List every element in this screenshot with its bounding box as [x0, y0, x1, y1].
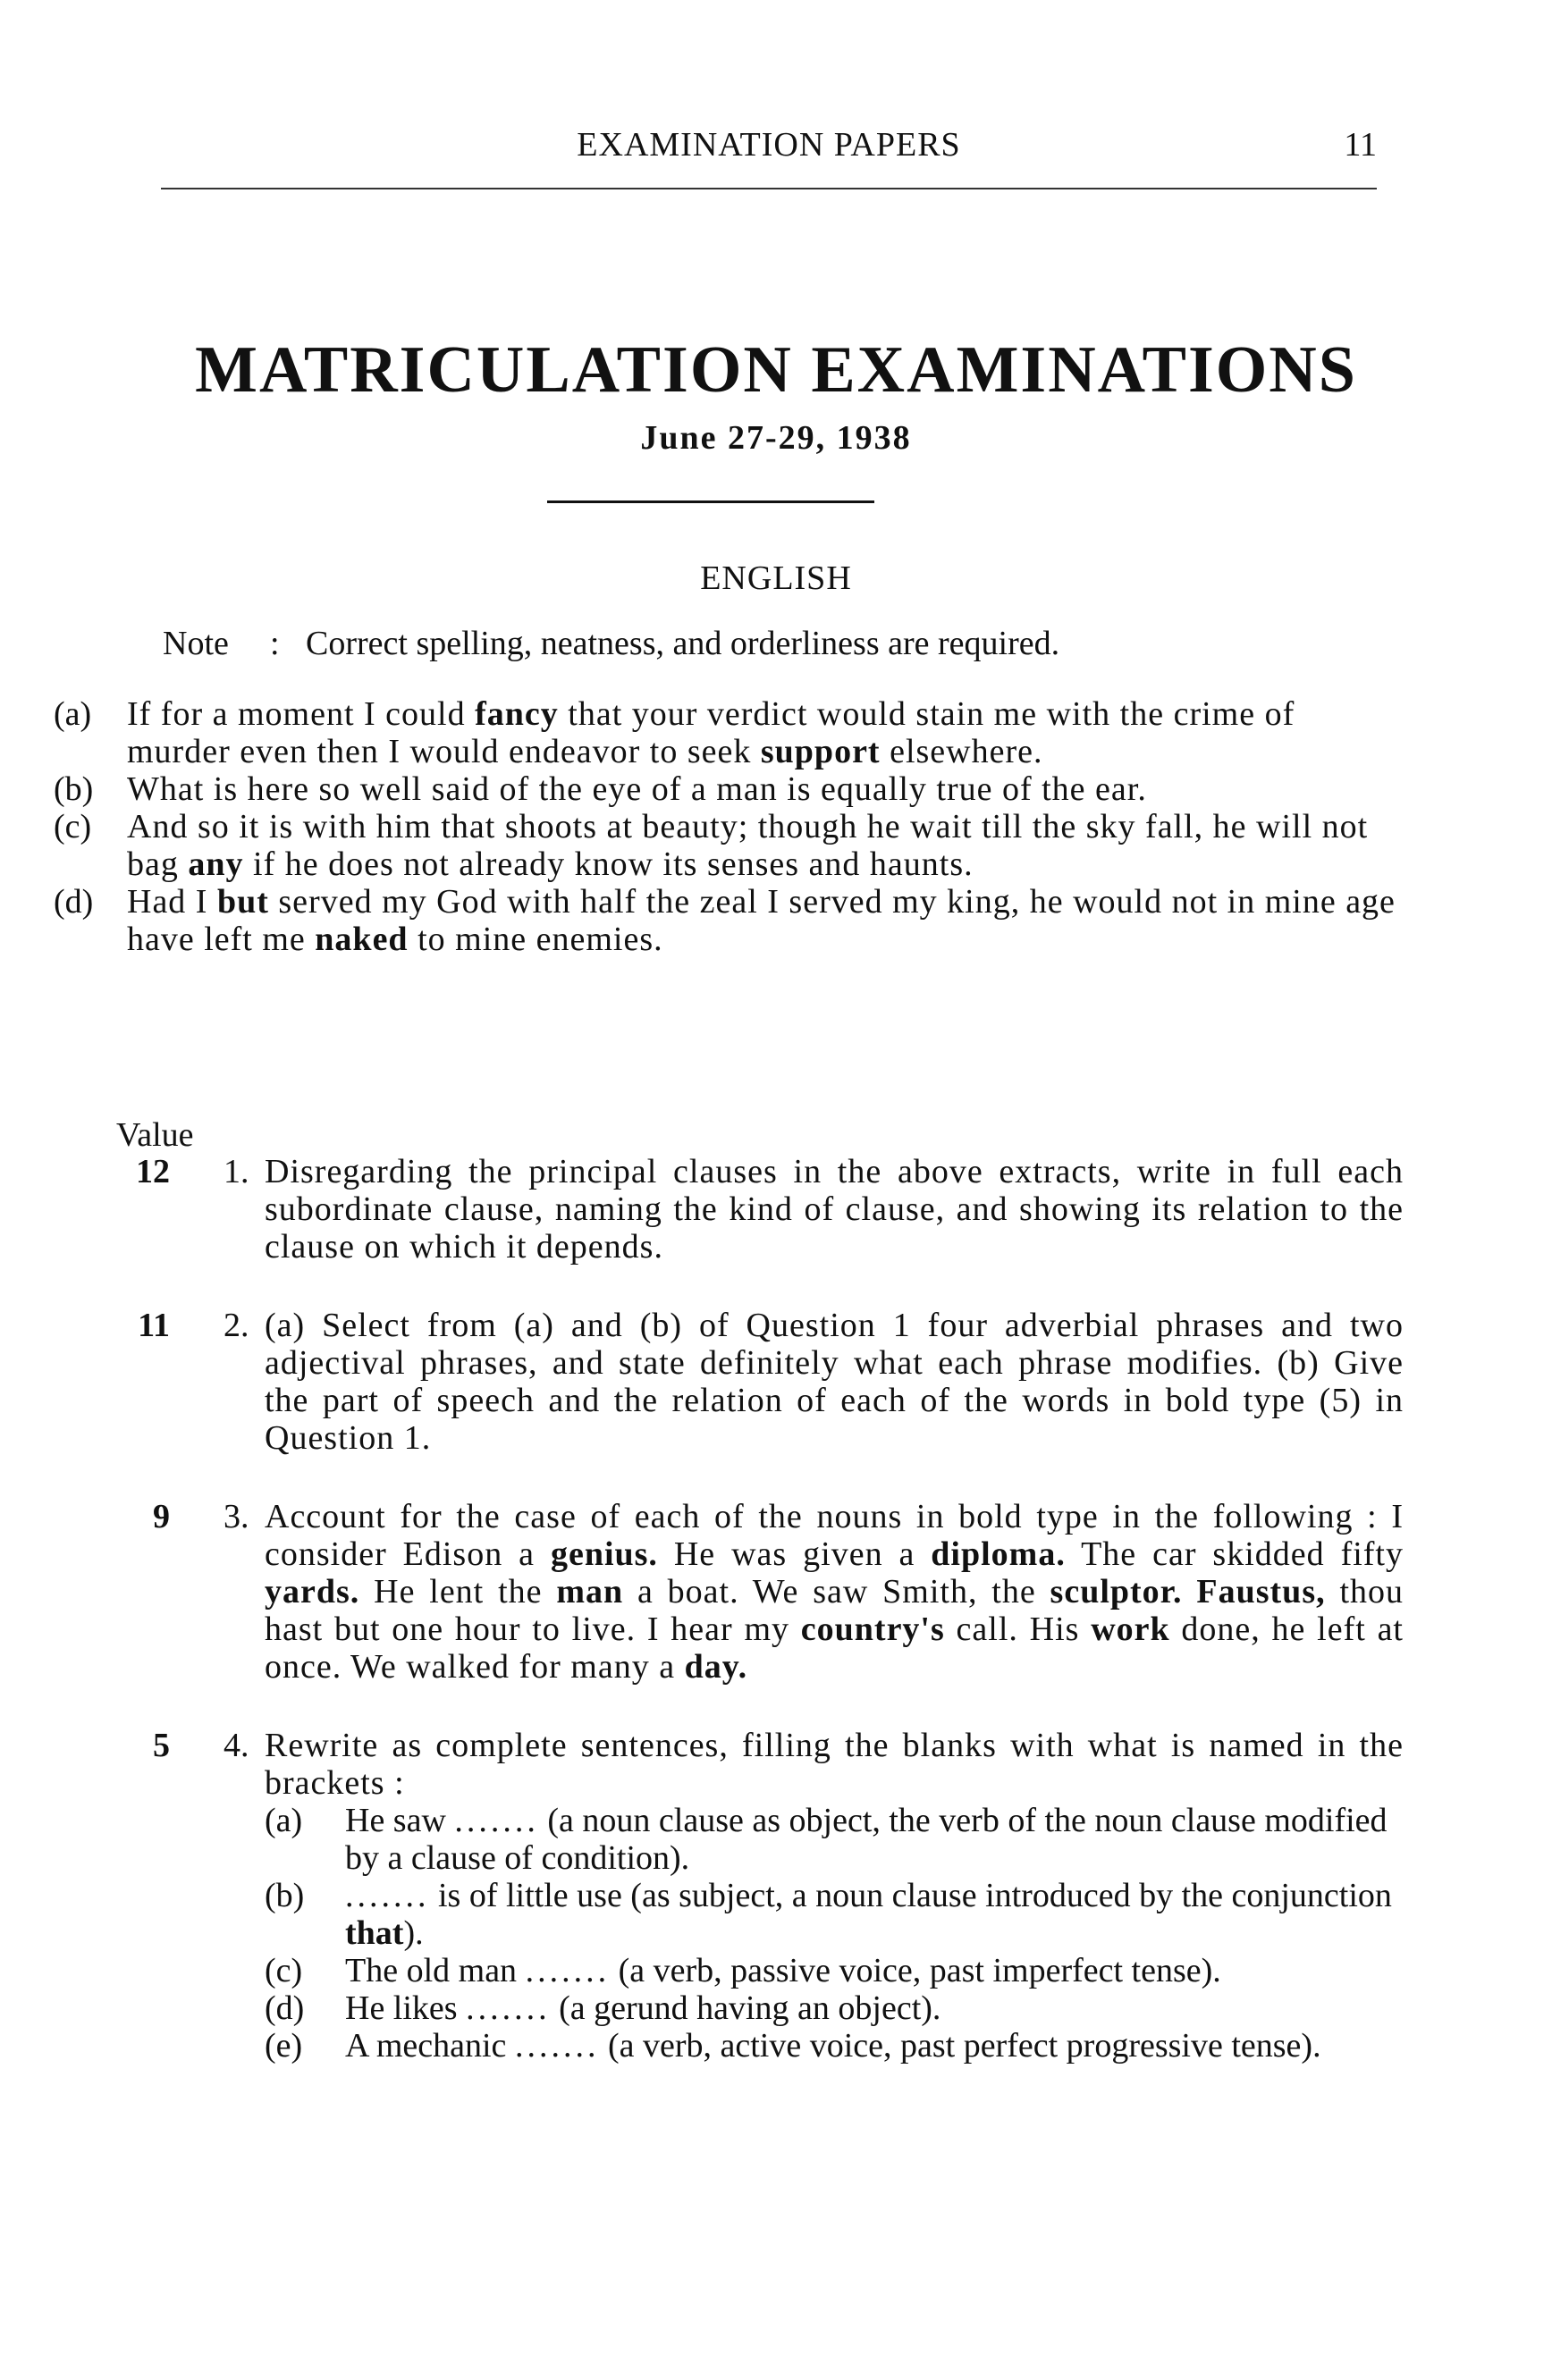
running-header	[161, 125, 1377, 179]
value-column-heading: Value	[116, 1116, 194, 1154]
blank-item-a: (a) He saw ....... (a noun clause as object, the verb of the noun clause modified by a clause of condition).	[265, 1802, 1388, 1877]
question-1	[89, 1153, 1404, 1266]
bold-word: genius.	[550, 1535, 658, 1573]
blank-dots: .......	[454, 1802, 539, 1839]
question-4	[89, 1727, 1404, 2065]
note-text: Correct spelling, neatness, and orderliness are required.	[306, 625, 1060, 662]
main-title: MATRICULATION EXAMINATIONS	[195, 333, 1357, 407]
subject-heading: ENGLISH	[700, 559, 852, 597]
bold-word: Faustus,	[1196, 1573, 1326, 1610]
extract-c	[54, 808, 1404, 883]
question-text: Disregarding the principal clauses in the above extracts, write in full each subordinate clause, naming the kind of clause, and showing its relation to the clause on which it depends.	[265, 1153, 1404, 1266]
bold-word: sculptor.	[1050, 1573, 1183, 1610]
title-rule	[547, 500, 874, 503]
bold-word: diploma.	[931, 1535, 1066, 1573]
exam-date: June 27-29, 1938	[640, 419, 912, 457]
blank-item-e: (e) A mechanic ....... (a verb, active voice, past perfect progressive tense).	[265, 2027, 1321, 2065]
blank-item-b: (b) ....... is of little use (as subject, a noun clause introduced by the conjunction that).	[265, 1877, 1392, 1952]
blank-item-c: (c) The old man ....... (a verb, passive voice, past imperfect tense).	[265, 1952, 1221, 1989]
extract-label: (a)	[54, 695, 92, 733]
question-text: (a) Select from (a) and (b) of Question 1 four adverbial phrases and two adjectival phrases, and state definitely what each phrase modifies. (b) Give the part of speech and the relation of each of the words in bold type (5) in Question 1.	[265, 1307, 1404, 1457]
extract-label: (c)	[54, 808, 92, 845]
extract-b	[54, 770, 1404, 808]
extract-label: (d)	[54, 883, 94, 921]
question-value: 11	[138, 1307, 170, 1344]
blank-dots: .......	[525, 1952, 611, 1989]
bold-word: work	[1091, 1610, 1170, 1648]
extract-text: If for a moment I could fancy that your verdict would stain me with the crime of murder even then I would endeavor to seek support elsewhere.	[127, 695, 1295, 770]
bold-word: day.	[684, 1648, 748, 1686]
question-number: 3.	[224, 1498, 249, 1535]
header-rule	[161, 188, 1377, 189]
blank-list	[265, 1802, 1404, 2065]
blank-dots: .......	[514, 2027, 600, 2065]
question-text: Rewrite as complete sentences, filling the blanks with what is named in the brackets :	[265, 1727, 1404, 1802]
extract-label: (b)	[54, 770, 94, 808]
bold-word: but	[216, 883, 269, 921]
extract-text: What is here so well said of the eye of a man is equally true of the ear.	[127, 770, 1147, 808]
question-text: Account for the case of each of the nouns in bold type in the following : I consider Edison a genius. He was given a diploma. The car skidded fifty yards. He lent the man a boat. We saw Smith, the sculptor. Faustus, thou hast but one hour to live. I hear my country's call. His work done, he left at once. We walked for many a day.	[265, 1498, 1404, 1686]
bold-word: yards.	[265, 1573, 360, 1610]
blank-dots: .......	[345, 1877, 430, 1914]
bold-word: fancy	[475, 695, 559, 733]
questions	[89, 1153, 1404, 2106]
page-number: 11	[1344, 126, 1377, 164]
extract-text: And so it is with him that shoots at beauty; though he wait till the sky fall, he will not bag any if he does not already know its senses and haunts.	[127, 808, 1369, 883]
blank-label: (e)	[265, 2027, 303, 2065]
question-value: 5	[153, 1727, 170, 1764]
bold-word: man	[556, 1573, 624, 1610]
blank-label: (c)	[265, 1952, 303, 1989]
question-number: 2.	[224, 1307, 249, 1344]
question-number: 4.	[224, 1727, 249, 1764]
blank-item-d: (d) He likes ....... (a gerund having an object).	[265, 1989, 941, 2027]
bold-word: support	[760, 733, 881, 770]
extracts	[54, 695, 1404, 958]
question-number: 1.	[224, 1153, 249, 1190]
extract-text: Had I but served my God with half the zeal I served my king, he would not in mine age have left me naked to mine enemies.	[127, 883, 1396, 958]
bold-word: any	[188, 845, 244, 883]
blank-dots: .......	[466, 1989, 551, 2027]
note-label: Note	[163, 625, 229, 662]
bold-word: naked	[315, 921, 409, 958]
extract-d	[54, 883, 1404, 958]
note-colon: :	[270, 625, 280, 662]
extract-a	[54, 695, 1404, 770]
question-value: 9	[153, 1498, 170, 1535]
question-2	[89, 1307, 1404, 1457]
question-3	[89, 1498, 1404, 1686]
bold-word: country's	[800, 1610, 945, 1648]
blank-label: (d)	[265, 1989, 305, 2027]
blank-label: (a)	[265, 1802, 303, 1839]
bold-word: that	[345, 1914, 404, 1952]
note	[163, 624, 1059, 663]
running-title: EXAMINATION PAPERS	[577, 126, 961, 164]
question-value: 12	[136, 1153, 170, 1190]
blank-label: (b)	[265, 1877, 305, 1914]
